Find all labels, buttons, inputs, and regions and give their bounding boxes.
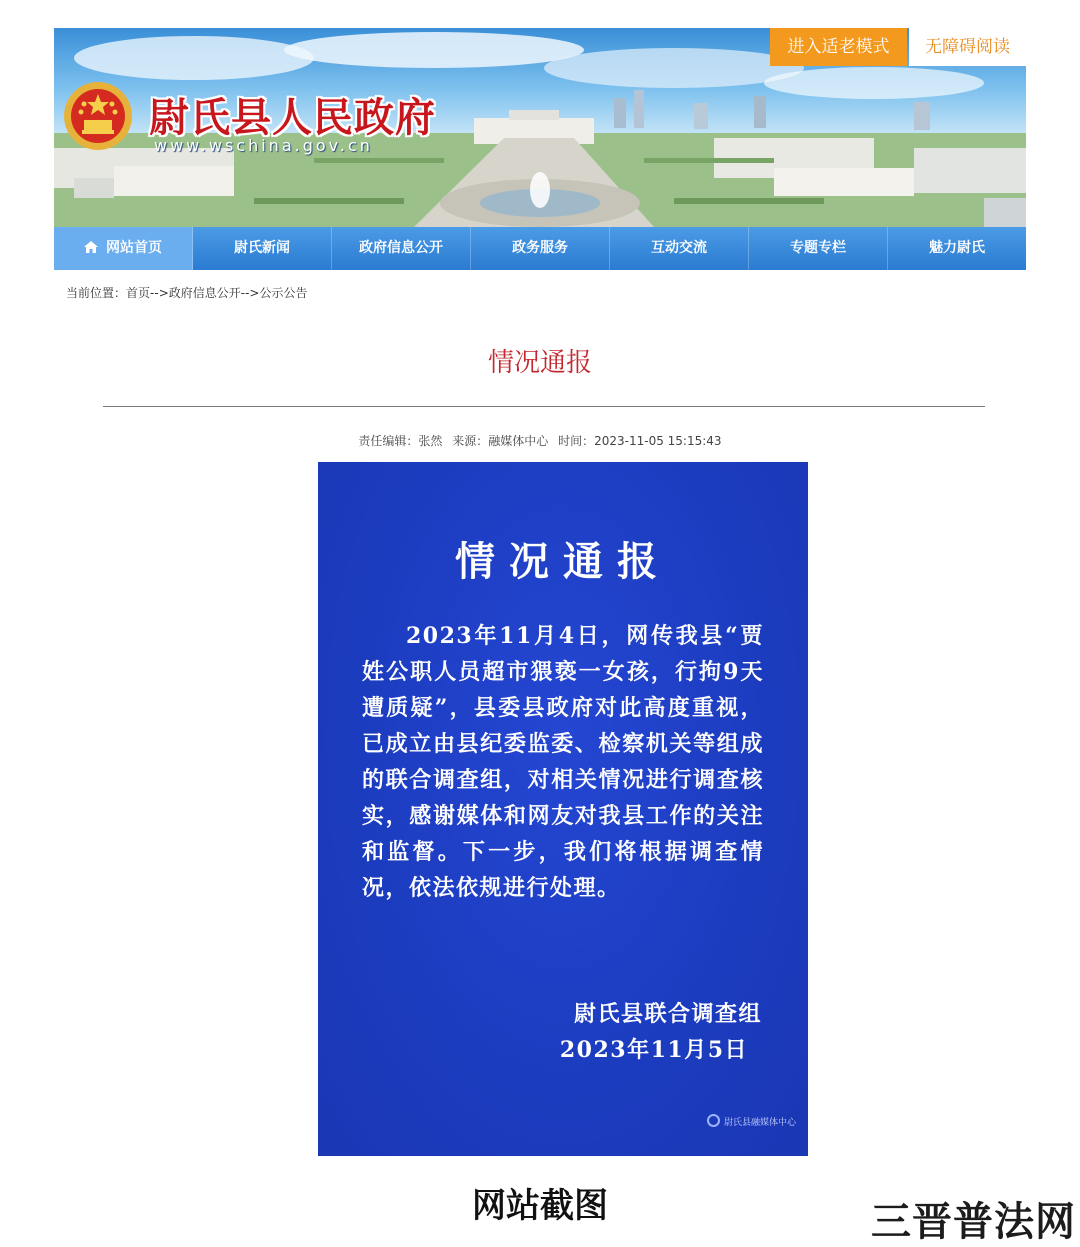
nav-item-topics[interactable]: 专题专栏: [749, 227, 888, 270]
home-icon: [84, 241, 98, 253]
nav-item-home[interactable]: [54, 227, 193, 270]
site-title: 尉氏县人民政府: [149, 94, 436, 141]
source-watermark: 三晋普法网: [871, 1199, 1076, 1245]
nav-item-gov-info[interactable]: 政府信息公开: [332, 227, 471, 270]
main-nav: [54, 227, 1026, 270]
media-center-logo-icon: [707, 1114, 720, 1127]
accessible-reading-button[interactable]: 无障碍阅读: [909, 28, 1026, 66]
breadcrumb: [66, 284, 308, 301]
article-source: 来源：融媒体中心: [452, 434, 549, 448]
breadcrumb-separator: -->: [150, 286, 169, 300]
notice-date: 2023年11月5日: [559, 1037, 748, 1063]
article-title: 情况通报: [487, 348, 592, 378]
nav-item-interaction[interactable]: 互动交流: [610, 227, 749, 270]
elder-mode-button[interactable]: 进入适老模式: [770, 28, 907, 66]
site-banner: [54, 28, 1026, 227]
nav-item-services[interactable]: 政务服务: [471, 227, 610, 270]
screenshot-caption: 网站截图: [472, 1186, 608, 1226]
article-editor: 责任编辑：张然: [358, 434, 443, 448]
breadcrumb-separator: -->: [240, 286, 260, 300]
nav-item-news[interactable]: 尉氏新闻: [193, 227, 332, 270]
notice-body: 2023年11月4日，网传我县“贾姓公职人员超市猥亵一女孩，行拘9天遭质疑”，县委县政府对此高度重视，已成立由县纪委监委、检察机关等组成的联合调查组，对相关情况进行调查核实，感谢媒体和网友对我县工作的关注和监督。下一步，我们将根据调查情况，依法依规进行处理。: [362, 623, 764, 901]
notice-signature-block: [560, 996, 762, 1068]
breadcrumb-prefix: 当前位置：: [66, 286, 127, 300]
media-center-mark: [707, 1114, 796, 1128]
breadcrumb-home-link[interactable]: 首页: [126, 286, 151, 300]
nav-item-charm[interactable]: 魅力尉氏: [929, 240, 985, 256]
notice-signature: 尉氏县联合调查组: [573, 1001, 762, 1027]
media-center-label: 尉氏县融媒体中心: [723, 1118, 796, 1128]
site-url: www.wschina.gov.cn: [154, 136, 373, 155]
notice-title: 情况通报: [455, 538, 671, 585]
title-divider: [103, 406, 985, 407]
notice-image: [318, 462, 808, 1156]
article-time: 时间：2023-11-05 15:15:43: [558, 434, 722, 448]
national-emblem-icon: [62, 80, 134, 152]
breadcrumb-gov-info-link[interactable]: 政府信息公开: [168, 286, 241, 300]
breadcrumb-notices-link[interactable]: 公示公告: [259, 286, 308, 300]
article-meta: [0, 432, 1080, 449]
nav-item-label: 网站首页: [106, 240, 162, 256]
